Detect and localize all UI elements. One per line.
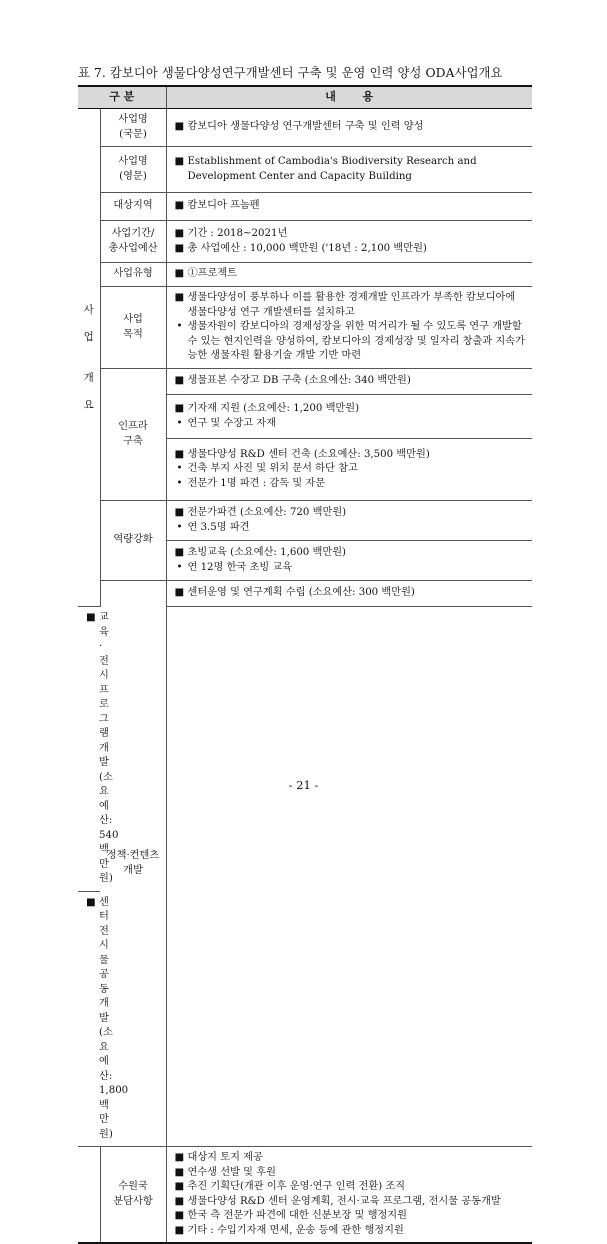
square-bullet-icon: ■ xyxy=(86,896,96,908)
list-item-text: 전문가 1명 파견 : 감독 및 자문 xyxy=(187,477,326,489)
table-row xyxy=(78,369,532,395)
square-bullet-icon: ■ xyxy=(174,121,185,133)
list-item-text: 생물다양성 R&D 센터 운영계획, 전시·교육 프로그램, 전시물 공동개발 xyxy=(187,1195,501,1207)
row-label-line: 목적 xyxy=(123,328,143,340)
row-label-line: (국문) xyxy=(119,128,147,140)
list-item xyxy=(175,477,527,492)
list-item xyxy=(175,1224,527,1239)
row-label-name-kr xyxy=(100,109,166,147)
square-bullet-icon: ■ xyxy=(174,507,185,518)
row-label-line: 인프라 xyxy=(118,421,148,432)
dot-bullet-icon: • xyxy=(176,463,183,475)
header-content: 내 용 xyxy=(166,86,532,109)
square-bullet-icon: ■ xyxy=(174,242,185,254)
list-item xyxy=(175,374,527,389)
list-item xyxy=(175,120,527,135)
category-overview-char: 개 xyxy=(83,371,94,384)
list-item-text: 초빙교육 (소요예산: 1,600 백만원) xyxy=(187,547,347,558)
row-content-infra-db xyxy=(166,369,532,395)
category-overview-char: 업 xyxy=(83,330,94,343)
list-item xyxy=(175,521,527,536)
square-bullet-icon: ■ xyxy=(174,1210,185,1221)
page-number: - 21 - xyxy=(288,778,319,792)
list-item-text: 센터운영 및 연구계획 수립 (소요예산: 300 백만원) xyxy=(187,587,415,599)
square-bullet-icon: ■ xyxy=(174,587,185,599)
row-content-type xyxy=(166,263,532,287)
dot-bullet-icon: • xyxy=(176,477,183,489)
table-row xyxy=(78,1147,532,1244)
list-item xyxy=(86,896,129,1143)
table-row xyxy=(78,221,532,263)
row-label-line: 사업명 xyxy=(118,114,148,125)
list-item-text: ①프로젝트 xyxy=(187,268,238,280)
table-row xyxy=(78,501,532,541)
table-header-row xyxy=(78,86,532,109)
list-item xyxy=(175,1166,527,1181)
list-item-text: 생물다양성 R&D 센터 건축 (소요예산: 3,500 백만원) xyxy=(187,448,430,460)
list-item xyxy=(175,586,527,601)
row-label-line: 역량강화 xyxy=(113,534,153,546)
list-item-text: 추진 기획단(개관 이후 운영·연구 인력 전환) 조직 xyxy=(187,1181,406,1192)
square-bullet-icon: ■ xyxy=(174,1195,185,1207)
list-item-text: 교육·전시 프로그램 개발 (소요예산: 540 백만원) xyxy=(99,612,119,884)
list-item xyxy=(175,417,527,432)
row-label-line: (영문) xyxy=(119,170,147,182)
row-content-infra-building xyxy=(166,439,532,501)
square-bullet-icon: ■ xyxy=(174,403,185,414)
square-bullet-icon: ■ xyxy=(174,1166,185,1178)
dot-bullet-icon: • xyxy=(176,321,183,333)
list-item-text: 캄보디아 프놈펜 xyxy=(187,200,260,212)
list-item xyxy=(175,1180,527,1195)
category-overview xyxy=(78,109,100,607)
square-bullet-icon: ■ xyxy=(174,228,185,239)
list-item xyxy=(175,506,527,521)
list-item xyxy=(175,402,527,417)
square-bullet-icon: ■ xyxy=(174,547,185,558)
row-label-line: 대상지역 xyxy=(113,200,153,212)
table-row xyxy=(78,109,532,147)
list-item xyxy=(175,1195,527,1210)
list-item xyxy=(175,155,527,184)
list-item-text: 대상지 토지 제공 xyxy=(187,1152,263,1163)
row-label-purpose xyxy=(100,287,166,369)
row-label-infra xyxy=(100,369,166,501)
square-bullet-icon: ■ xyxy=(174,200,185,212)
row-label-line: 사업명 xyxy=(118,156,148,167)
list-item xyxy=(175,199,527,214)
row-label-line: 분담사항 xyxy=(113,1195,153,1207)
row-content-infra-equipment xyxy=(166,395,532,439)
row-content-region xyxy=(166,193,532,221)
row-label-line: 총사업예산 xyxy=(108,242,158,254)
square-bullet-icon: ■ xyxy=(174,1152,185,1163)
table-row xyxy=(78,147,532,193)
row-content-capacity-training xyxy=(166,541,532,581)
row-content-recipient xyxy=(166,1147,532,1244)
list-item xyxy=(175,1209,527,1224)
category-overview-char: 사 xyxy=(83,303,94,316)
list-item-text: 센터 전시물 공동개발 (소요예산: 1,800 백만원) xyxy=(99,896,129,1140)
list-item-text: 연 12명 한국 초빙 교육 xyxy=(187,561,293,573)
list-item-text: 생물자원이 캄보디아의 경제성장을 위한 먹거리가 될 수 있도록 연구 개발할 수 있는 현지인력을 양성하여, 캄보디아의 경제성장 및 일자리 창출과 지속가능한 생물자원 활용기술 개발 기반 마련 xyxy=(187,321,525,362)
row-label-line: 사업기간/ xyxy=(111,228,155,239)
list-item-text: 캄보디아 생물다양성 연구개발센터 구축 및 인력 양성 xyxy=(187,121,424,133)
list-item xyxy=(175,267,527,282)
row-content-period xyxy=(166,221,532,263)
list-item xyxy=(175,546,527,561)
list-item-text: 기자재 지원 (소요예산: 1,200 백만원) xyxy=(187,403,360,414)
square-bullet-icon: ■ xyxy=(174,292,185,304)
dot-bullet-icon: • xyxy=(176,561,183,573)
row-label-line: 수원국 xyxy=(118,1181,148,1192)
row-label-line: 사업유형 xyxy=(113,268,153,280)
list-item xyxy=(175,291,527,320)
table-row xyxy=(78,193,532,221)
square-bullet-icon: ■ xyxy=(174,1224,185,1236)
list-item xyxy=(175,462,527,477)
list-item xyxy=(175,242,527,257)
row-label-period xyxy=(100,221,166,263)
square-bullet-icon: ■ xyxy=(174,448,185,460)
row-content-purpose xyxy=(166,287,532,369)
row-content-policy-exhibit xyxy=(78,891,129,1147)
row-label-policy xyxy=(100,581,166,1147)
square-bullet-icon: ■ xyxy=(174,156,185,167)
list-item xyxy=(175,448,527,463)
square-bullet-icon: ■ xyxy=(174,375,185,387)
list-item-text: 기간 : 2018~2021년 xyxy=(187,228,288,239)
category-overview-char: 요 xyxy=(83,398,94,411)
row-label-line: 사업 xyxy=(123,314,143,325)
row-content-capacity-experts xyxy=(166,501,532,541)
square-bullet-icon: ■ xyxy=(86,612,96,623)
oda-overview-table xyxy=(78,85,532,1244)
list-item xyxy=(175,227,527,242)
list-item-text: 한국 측 전문가 파견에 대한 신분보장 및 행정지원 xyxy=(187,1210,407,1221)
header-category: 구 분 xyxy=(78,86,166,109)
row-label-capacity xyxy=(100,501,166,581)
row-label-line: 구축 xyxy=(123,435,143,447)
list-item xyxy=(175,561,527,576)
list-item-text: Establishment of Cambodia's Biodiversity Research and Development Center and Capacity Building xyxy=(187,156,477,182)
list-item-text: 연수생 선발 및 후원 xyxy=(187,1166,276,1178)
table-row xyxy=(78,581,532,607)
row-label-recipient xyxy=(100,1147,166,1244)
row-content-policy-program xyxy=(78,607,119,892)
square-bullet-icon: ■ xyxy=(174,1181,185,1192)
row-label-line: 개발 xyxy=(123,864,143,876)
list-item-text: 연 3.5명 파견 xyxy=(187,521,250,533)
row-label-type xyxy=(100,263,166,287)
list-item xyxy=(175,1151,527,1166)
list-item-text: 생물표본 수장고 DB 구축 (소요예산: 340 백만원) xyxy=(187,375,411,387)
table-row xyxy=(78,287,532,369)
list-item-text: 연구 및 수장고 자재 xyxy=(187,417,276,429)
category-partner xyxy=(78,1147,100,1244)
row-content-name-en xyxy=(166,147,532,193)
dot-bullet-icon: • xyxy=(176,417,183,429)
row-label-line: 정책·컨텐츠 xyxy=(106,850,160,861)
list-item-text: 건축 부지 사진 및 위치 문서 하단 참고 xyxy=(187,463,358,475)
square-bullet-icon: ■ xyxy=(174,268,185,280)
list-item xyxy=(86,611,119,887)
dot-bullet-icon: • xyxy=(176,521,183,533)
list-item-text: 총 사업예산 : 10,000 백만원 ('18년 : 2,100 백만원) xyxy=(187,242,427,254)
list-item-text: 생물다양성이 풍부하나 이를 활용한 경제개발 인프라가 부족한 캄보디아에 생물다양성 연구 개발센터를 설치하고 xyxy=(187,292,516,318)
row-label-region xyxy=(100,193,166,221)
category-overview-char xyxy=(78,351,100,365)
table-caption: 표 7. 캄보디아 생물다양성연구개발센터 구축 및 운영 인력 양성 ODA사업개요 xyxy=(78,66,503,80)
list-item-text: 기타 : 수입기자재 면세, 운송 등에 관한 행정지원 xyxy=(187,1224,404,1236)
row-content-policy-plan xyxy=(166,581,532,607)
table-row xyxy=(78,263,532,287)
list-item-text: 전문가파견 (소요예산: 720 백만원) xyxy=(187,507,347,518)
row-content-name-kr xyxy=(166,109,532,147)
row-label-name-en xyxy=(100,147,166,193)
list-item xyxy=(175,320,527,364)
